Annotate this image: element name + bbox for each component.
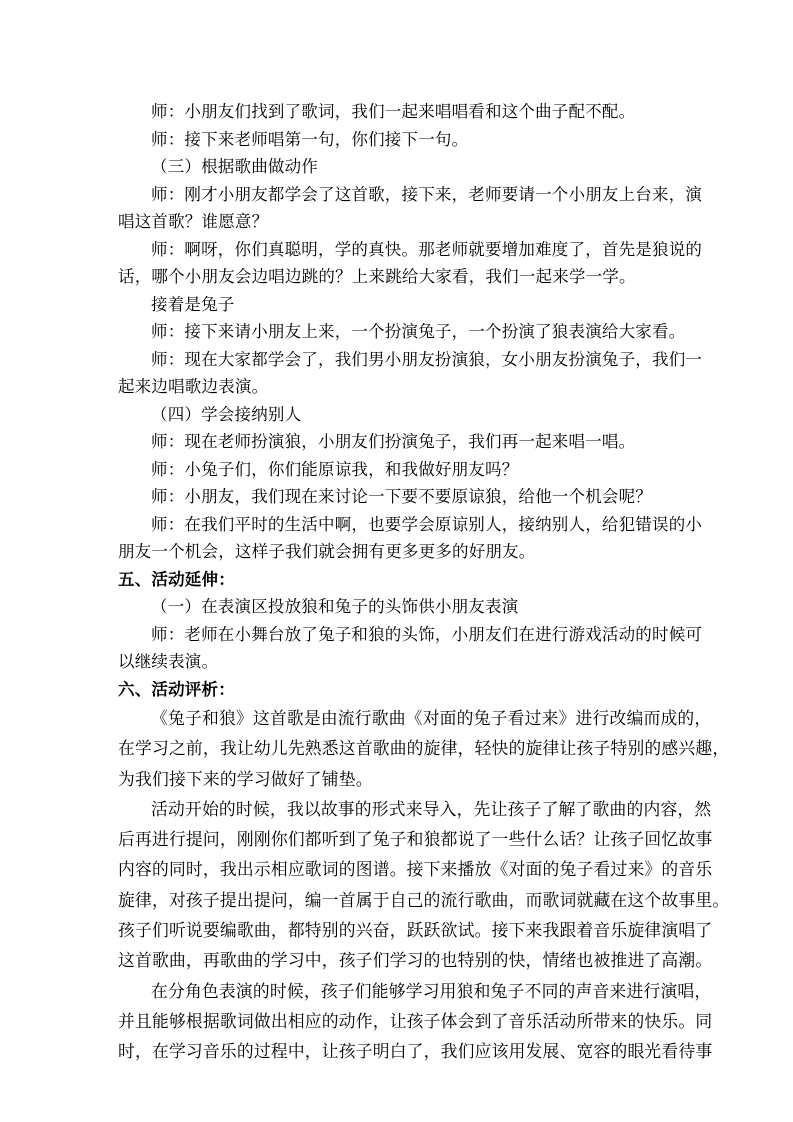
paragraph-line: 活动开始的时候，我以故事的形式来导入，先让孩子了解了歌曲的内容，然 — [151, 798, 712, 819]
text-line: 师：小兔子们，你们能原谅我，和我做好朋友吗？ — [151, 459, 519, 479]
text-line: 起来边唱歌边表演。 — [118, 377, 269, 396]
paragraph-line: 内容的同时，我出示相应歌词的图谱。接下来播放《对面的兔子看过来》的音乐 — [118, 859, 713, 880]
text-line: 唱这首歌？谁愿意？ — [118, 212, 269, 231]
text-line: 师：接下来老师唱第一句，你们接下一句。 — [151, 129, 469, 149]
evaluation-paragraph — [118, 703, 730, 794]
text-line: 师：在我们平时的生活中啊，也要学会原谅别人，接纳别人，给犯错误的小 — [151, 514, 703, 534]
paragraph-line: 在学习之前，我让幼儿先熟悉这首歌曲的旋律，轻快的旋律让孩子特别的感兴趣， — [118, 738, 730, 759]
text-line: 师：接下来请小朋友上来，一个扮演兔子，一个扮演了狼表演给大家看。 — [151, 322, 686, 341]
section-heading: 五、活动延伸： — [118, 569, 235, 589]
paragraph-line: 后再进行提问，刚刚你们都听到了兔子和狼都说了一些什么话？让孩子回忆故事 — [118, 829, 713, 850]
paragraph-line: 在分角色表演的时候，孩子们能够学习用狼和兔子不同的声音来进行演唱， — [151, 980, 712, 1001]
evaluation-section — [118, 703, 730, 1067]
text-line: 师：小朋友，我们现在来讨论一下要不要原谅狼，给他一个机会呢？ — [151, 487, 652, 506]
paragraph-line: 并且能够根据歌词做出相应的动作，让孩子体会到了音乐活动所带来的快乐。同 — [118, 1010, 713, 1031]
text-line: 师：现在老师扮演狼，小朋友们扮演兔子，我们再一起来唱一唱。 — [151, 432, 636, 451]
text-line: 师：啊呀，你们真聪明，学的真快。那老师就要增加难度了，首先是狼说的 — [151, 239, 703, 259]
paragraph-line: 为我们接下来的学习做好了铺垫。 — [118, 768, 373, 789]
text-line: 师：小朋友们找到了歌词，我们一起来唱唱看和这个曲子配不配。 — [151, 102, 636, 121]
text-line: 话，哪个小朋友会边唱边跳的？上来跳给大家看，我们一起来学一学。 — [118, 267, 636, 286]
text-line: 朋友一个机会，这样子我们就会拥有更多更多的好朋友。 — [118, 542, 536, 561]
subsection-heading: （四）学会接纳别人 — [151, 404, 302, 424]
paragraph-line: 旋律，对孩子提出提问，编一首属于自己的流行歌曲，而歌词就藏在这个故事里。 — [118, 889, 730, 910]
text-line: 以继续表演。 — [118, 652, 219, 671]
text-line: 师：老师在小舞台放了兔子和狼的头饰，小朋友们在进行游戏活动的时候可 — [151, 624, 703, 644]
text-line: 师：刚才小朋友都学会了这首歌，接下来，老师要请一个小朋友上台来，演 — [151, 184, 703, 204]
lesson-lines — [118, 98, 703, 703]
text-line: 接着是兔子 — [151, 294, 235, 314]
paragraph-line: 《兔子和狼》这首歌是由流行歌曲《对面的兔子看过来》进行改编而成的， — [151, 708, 712, 728]
text-line: 师：现在大家都学会了，我们男小朋友扮演狼，女小朋友扮演兔子，我们一 — [151, 349, 703, 369]
section-heading: 六、活动评析： — [118, 679, 235, 699]
subsection-heading: （三）根据歌曲做动作 — [151, 157, 318, 176]
evaluation-paragraph — [118, 794, 730, 976]
paragraph-line: 这首歌曲，再歌曲的学习中，孩子们学习的也特别的快，情绪也被推进了高潮。 — [118, 950, 713, 971]
subsection-heading: （一）在表演区投放狼和兔子的头饰供小朋友表演 — [151, 597, 519, 616]
document-page — [118, 98, 730, 1067]
evaluation-paragraph — [118, 976, 713, 1067]
paragraph-line: 孩子们听说要编歌曲，都特别的兴奋，跃跃欲试。接下来我跟着音乐旋律演唱了 — [118, 920, 713, 941]
paragraph-line: 时，在学习音乐的过程中，让孩子明白了，我们应该用发展、宽容的眼光看待事 — [118, 1041, 713, 1062]
